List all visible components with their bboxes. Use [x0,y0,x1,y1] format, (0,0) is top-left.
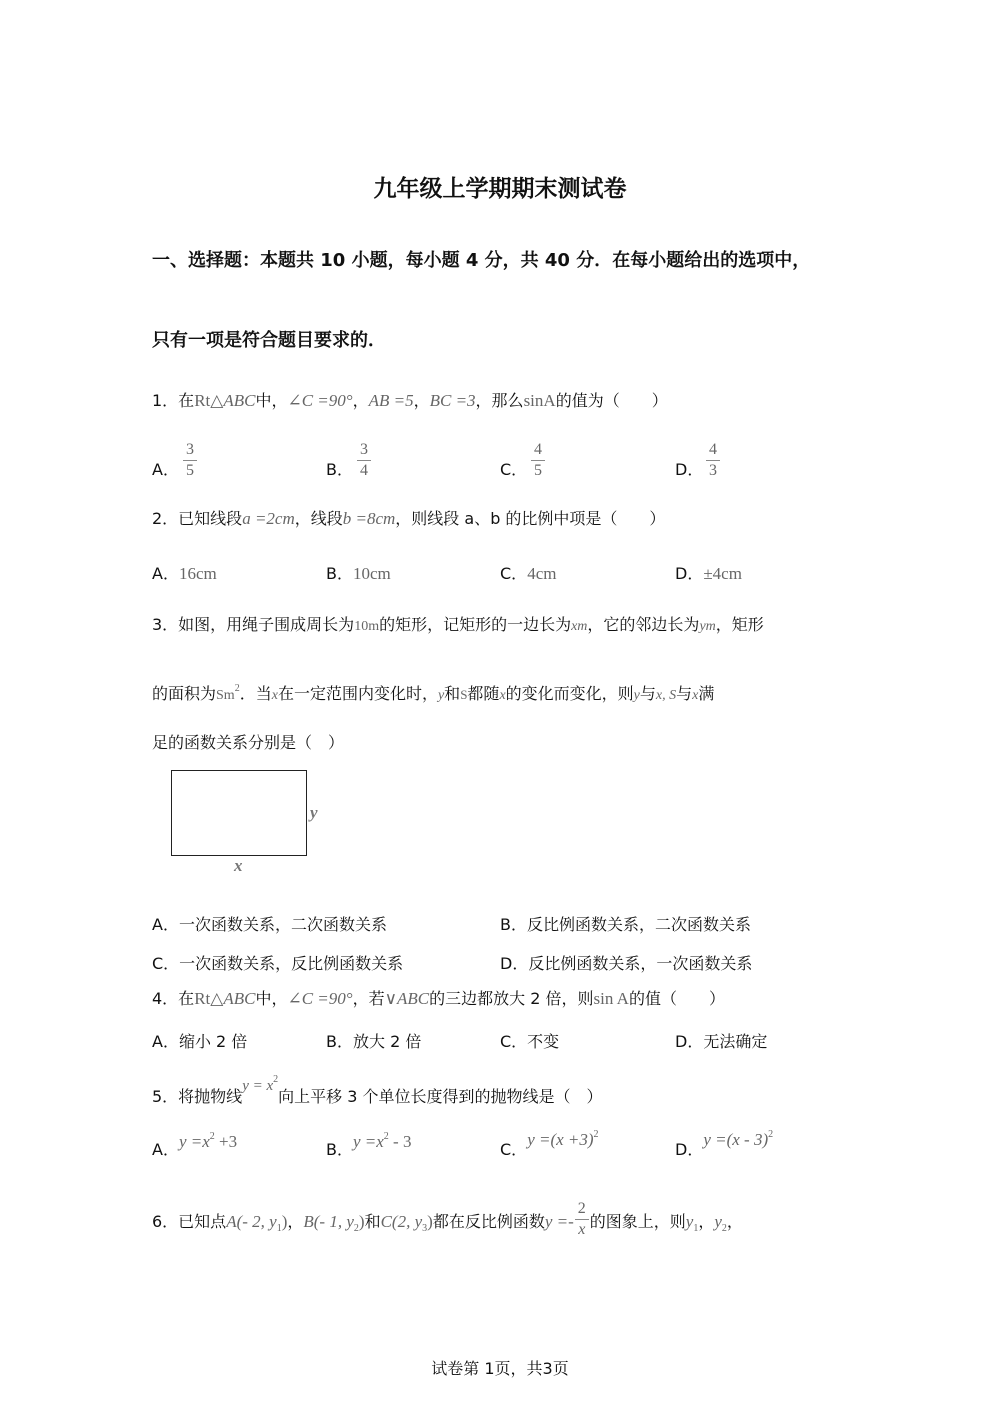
q1-sep: ， [413,391,430,410]
q6-text: 都在反比例函数 [432,1212,545,1231]
q1-option-c-label: C． [500,460,528,479]
q5-option-b [326,1131,412,1160]
q6-point-a: A(- 2, y [226,1212,277,1231]
q1-option-b-label: B． [326,460,353,479]
q3-math: xm [571,619,588,634]
q6-fraction [575,1200,589,1239]
question-3-line2 [152,678,714,707]
option-equation: - 3 [388,1132,412,1151]
q2-a: a =2cm [242,509,295,528]
figure-label-x: x [234,856,243,875]
option-sup: 2 [383,1131,389,1142]
question-6 [152,1200,743,1240]
q6-sep: ， [726,1212,743,1231]
fraction-numerator: 2 [577,1200,586,1217]
q2-b: b =8cm [342,509,396,528]
q3-option-b: B．反比例函数关系，二次函数关系 [500,915,751,934]
option-equation: y =(x - 3) [703,1130,769,1149]
q6-paren: ) [281,1212,288,1231]
option-value: 4cm [527,564,557,583]
option-label: B． [326,1140,353,1159]
q6-sub: 2 [353,1223,359,1234]
fraction-denominator: 3 [709,462,717,479]
q2-option-c [500,561,556,584]
q3-text: 的面积为 [152,684,217,703]
question-1 [152,390,668,412]
q3-text: ，矩形 [715,615,764,634]
option-label: B． [326,564,353,583]
q5-sup: 2 [273,1074,279,1085]
q3-option-d: D．反比例函数关系，一次函数关系 [500,954,753,973]
q6-y1: y [685,1212,694,1231]
q5-option-a [152,1131,238,1160]
section-heading-line2: 只有一项是符合题目要求的． [152,330,386,351]
q3-option-c: C．一次函数关系，反比例函数关系 [152,954,404,973]
option-equation: y =x [178,1132,210,1151]
q6-point-c: C(2, y [380,1212,423,1231]
q1-option-d-fraction [706,441,720,480]
q6-sep: ， [698,1212,715,1231]
q4-symbol: ∨ [384,989,398,1008]
q6-sub: 1 [276,1223,282,1234]
q4-sin: sin A [593,989,629,1008]
q1-abc: ABC [223,391,256,410]
q3-math: y [633,688,640,703]
rectangle-figure [171,770,307,856]
q4-text: 中， [255,989,288,1008]
q3-option-a: A．一次函数关系，二次函数关系 [152,915,387,934]
q3-text: 与 [639,684,656,703]
q4-option-a: A．缩小 2 倍 [152,1032,248,1051]
q5-option-d [675,1129,774,1160]
option-value: 10cm [352,564,391,583]
q6-fraction-slot [574,1200,590,1238]
section-heading-line1: 一、选择题：本题共 10 小题，每小题 4 分，共 40 分．在每小题给出的选项中， [152,250,811,271]
q6-sep: ， [287,1212,304,1231]
q1-sep: ， [352,391,369,410]
option-label: A． [152,564,179,583]
q4-abc: ABC [397,989,430,1008]
q3-math: x [692,688,699,703]
q1-text: ，那么 [475,391,524,410]
q6-sub: 2 [721,1223,727,1234]
q1-option-d-label: D． [675,460,704,479]
q5-text: 向上平移 3 个单位长度得到的抛物线是（ ） [278,1087,603,1106]
q3-math: y [437,688,445,703]
question-2 [152,508,665,530]
option-sup: 2 [768,1129,774,1140]
q6-function: y =- [544,1212,574,1231]
option-label: C． [500,564,528,583]
q4-text: 的三边都放大 2 倍，则 [429,989,594,1008]
fraction-denominator: 5 [186,462,194,479]
q6-y2: y [714,1212,722,1231]
fraction-denominator: x [578,1221,586,1238]
question-3-line1 [152,614,764,638]
q2-option-a [152,561,217,584]
q2-option-b [326,561,391,584]
q1-angle: ∠C =90° [287,391,353,410]
q3-text: 都随 [467,684,500,703]
q3-text: 的矩形，记矩形的一边长为 [379,615,572,634]
figure-label-y: y [310,803,318,822]
q3-math: x [271,688,278,703]
q4-option-d: D．无法确定 [675,1032,768,1051]
option-equation: +3 [214,1132,238,1151]
question-3-line3: 足的函数关系分别是（ ） [152,733,345,752]
q6-sub: 1 [693,1223,699,1234]
q2-text: ，则线段 a、b 的比例中项是（ ） [395,509,666,528]
q4-option-c: C．不变 [500,1032,560,1051]
fraction-numerator: 4 [709,441,717,458]
fraction-denominator: 4 [360,462,368,479]
q4-text: 4．在 [152,989,195,1008]
q1-bc: BC =3 [429,391,476,410]
q4-text: ，若 [352,989,385,1008]
option-label: D． [675,1140,704,1159]
q6-text: 和 [364,1212,381,1231]
fraction-numerator: 3 [186,441,194,458]
q2-option-d [675,561,742,584]
q5-equation: y = x [242,1078,274,1094]
q4-abc: ABC [223,989,256,1008]
q3-sup: 2 [234,683,240,694]
fraction-denominator: 5 [534,462,542,479]
option-value: 16cm [178,564,217,583]
q3-text: 3．如图，用绳子围成周长为 [152,615,355,634]
q5-option-c [500,1129,599,1160]
q1-ab: AB =5 [368,391,414,410]
q3-math: 10m [354,619,380,634]
q3-text: 满 [698,684,715,703]
q3-text: 的变化而变化，则 [505,684,634,703]
q3-text: ．当 [239,684,272,703]
question-5 [152,1074,603,1109]
q6-paren: ) [427,1212,433,1231]
option-equation: y =x [352,1132,384,1151]
option-sup: 2 [209,1131,215,1142]
q3-text: 和 [444,684,461,703]
q6-sub: 3 [422,1223,428,1234]
page-title: 九年级上学期期末测试卷 [373,176,627,202]
page-footer: 试卷第 1页，共3页 [431,1359,569,1378]
q3-math: x [499,688,506,703]
q1-option-a-fraction [183,441,197,480]
q1-option-a-label: A． [152,460,179,479]
q6-text: 的图象上，则 [589,1212,686,1231]
q1-option-b-fraction [357,441,371,480]
q1-text: 中， [255,391,288,410]
q4-text: 的值（ ） [628,989,725,1008]
q6-text: 6．已知点 [152,1212,227,1231]
q1-sin: sinA [523,391,556,410]
q3-text: 在一定范围内变化时， [277,684,438,703]
option-label: C． [500,1140,528,1159]
q1-option-c-fraction [531,441,545,480]
q2-text: ，线段 [294,509,343,528]
q1-text: 的值为（ ） [555,391,668,410]
option-label: A． [152,1140,179,1159]
option-sup: 2 [593,1129,599,1140]
question-4 [152,988,725,1010]
option-label: D． [675,564,704,583]
q6-point-b: B(- 1, y [303,1212,354,1231]
fraction-numerator: 3 [360,441,368,458]
q5-text: 5．将抛物线 [152,1087,243,1106]
q2-text: 2．已知线段 [152,509,243,528]
q4-angle: ∠C =90° [287,989,353,1008]
q6-paren: ) [358,1212,365,1231]
q3-text: ，它的邻边长为 [587,615,700,634]
q1-rt: Rt△ [194,391,224,410]
q4-option-b: B．放大 2 倍 [326,1032,422,1051]
q1-text: 1．在 [152,391,195,410]
fraction-numerator: 4 [534,441,542,458]
option-value: ±4cm [703,564,742,583]
q3-math: x, S [655,688,677,703]
q4-rt: Rt△ [194,989,224,1008]
q3-math: Sm [216,688,235,703]
q3-math: ym [699,619,716,634]
q3-math: S [460,687,468,702]
option-equation: y =(x +3) [527,1130,594,1149]
q3-text: 与 [676,684,693,703]
